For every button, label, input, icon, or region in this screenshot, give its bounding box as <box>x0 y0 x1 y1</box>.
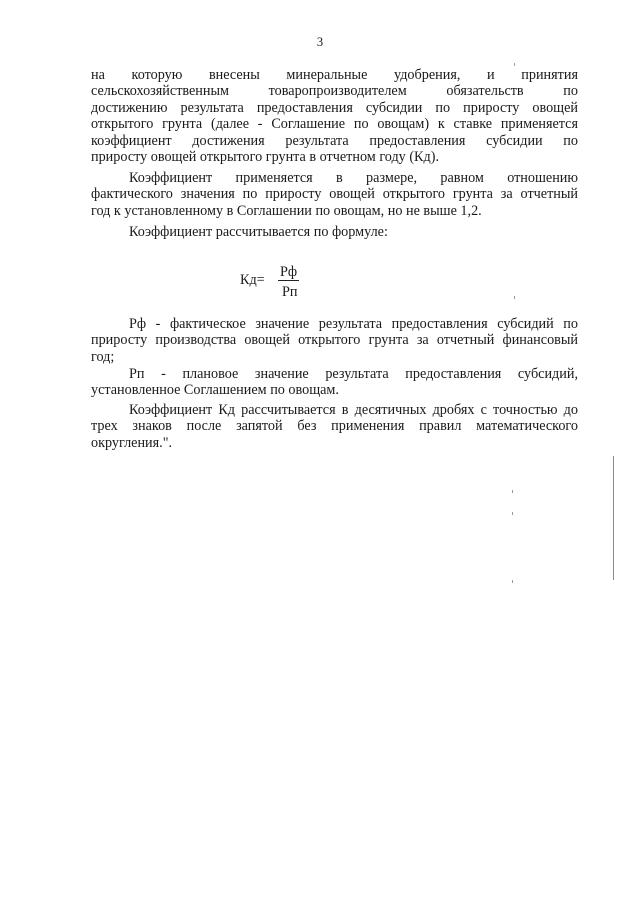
scan-margin-line <box>613 456 614 580</box>
scan-speck <box>512 490 513 493</box>
text-line: трех знаков после запятой без применения правил математического <box>91 418 578 435</box>
definition-rf <box>91 316 578 365</box>
text-line: установленное Соглашением по овощам. <box>91 382 339 399</box>
scan-speck <box>514 296 515 299</box>
paragraph-coefficient-application <box>91 170 578 219</box>
text-line: фактического значения по приросту овощей открытого грунта за отчетный <box>91 186 578 203</box>
text-line: сельскохозяйственным товаропроизводителем обязательств по <box>91 83 578 100</box>
definition-rp <box>91 366 578 399</box>
text-line: Коэффициент Кд рассчитывается в десятичных дробях с точностью до <box>129 402 578 418</box>
text-line: на которую внесены минеральные удобрения, и принятия <box>91 67 578 83</box>
text-line: Рп - плановое значение результата предоставления субсидий, <box>129 366 578 382</box>
text-line: год к установленному в Соглашении по овощам, но не выше 1,2. <box>91 202 482 219</box>
text-line: Коэффициент рассчитывается по формуле: <box>129 224 388 240</box>
paragraph-continuation <box>91 67 578 165</box>
scan-speck <box>512 512 513 515</box>
text-line: открытого грунта (далее - Соглашение по овощам) к ставке применяется <box>91 116 578 133</box>
text-line: Рф - фактическое значение результата предоставления субсидий по <box>129 316 578 332</box>
paragraph-rounding <box>91 402 578 451</box>
text-line: год; <box>91 348 115 365</box>
text-line: достижению результата предоставления субсидии по приросту овощей <box>91 99 578 116</box>
text-line: приросту овощей открытого грунта в отчетном году (Кд). <box>91 149 440 166</box>
text-line: округления.". <box>91 434 173 451</box>
formula-denominator: Рп <box>282 284 298 300</box>
formula-lhs: Кд= <box>240 272 265 288</box>
paragraph-formula-intro <box>91 224 578 240</box>
page-number: 3 <box>316 35 324 49</box>
scan-speck <box>514 63 515 66</box>
text-line: коэффициент достижения результата предоставления субсидии по <box>91 132 578 149</box>
text-line: приросту производства овощей открытого грунта за отчетный финансовый <box>91 332 578 349</box>
formula-numerator: Рф <box>280 264 298 280</box>
scan-speck <box>512 580 513 583</box>
text-line: Коэффициент применяется в размере, равном отношению <box>129 170 578 186</box>
